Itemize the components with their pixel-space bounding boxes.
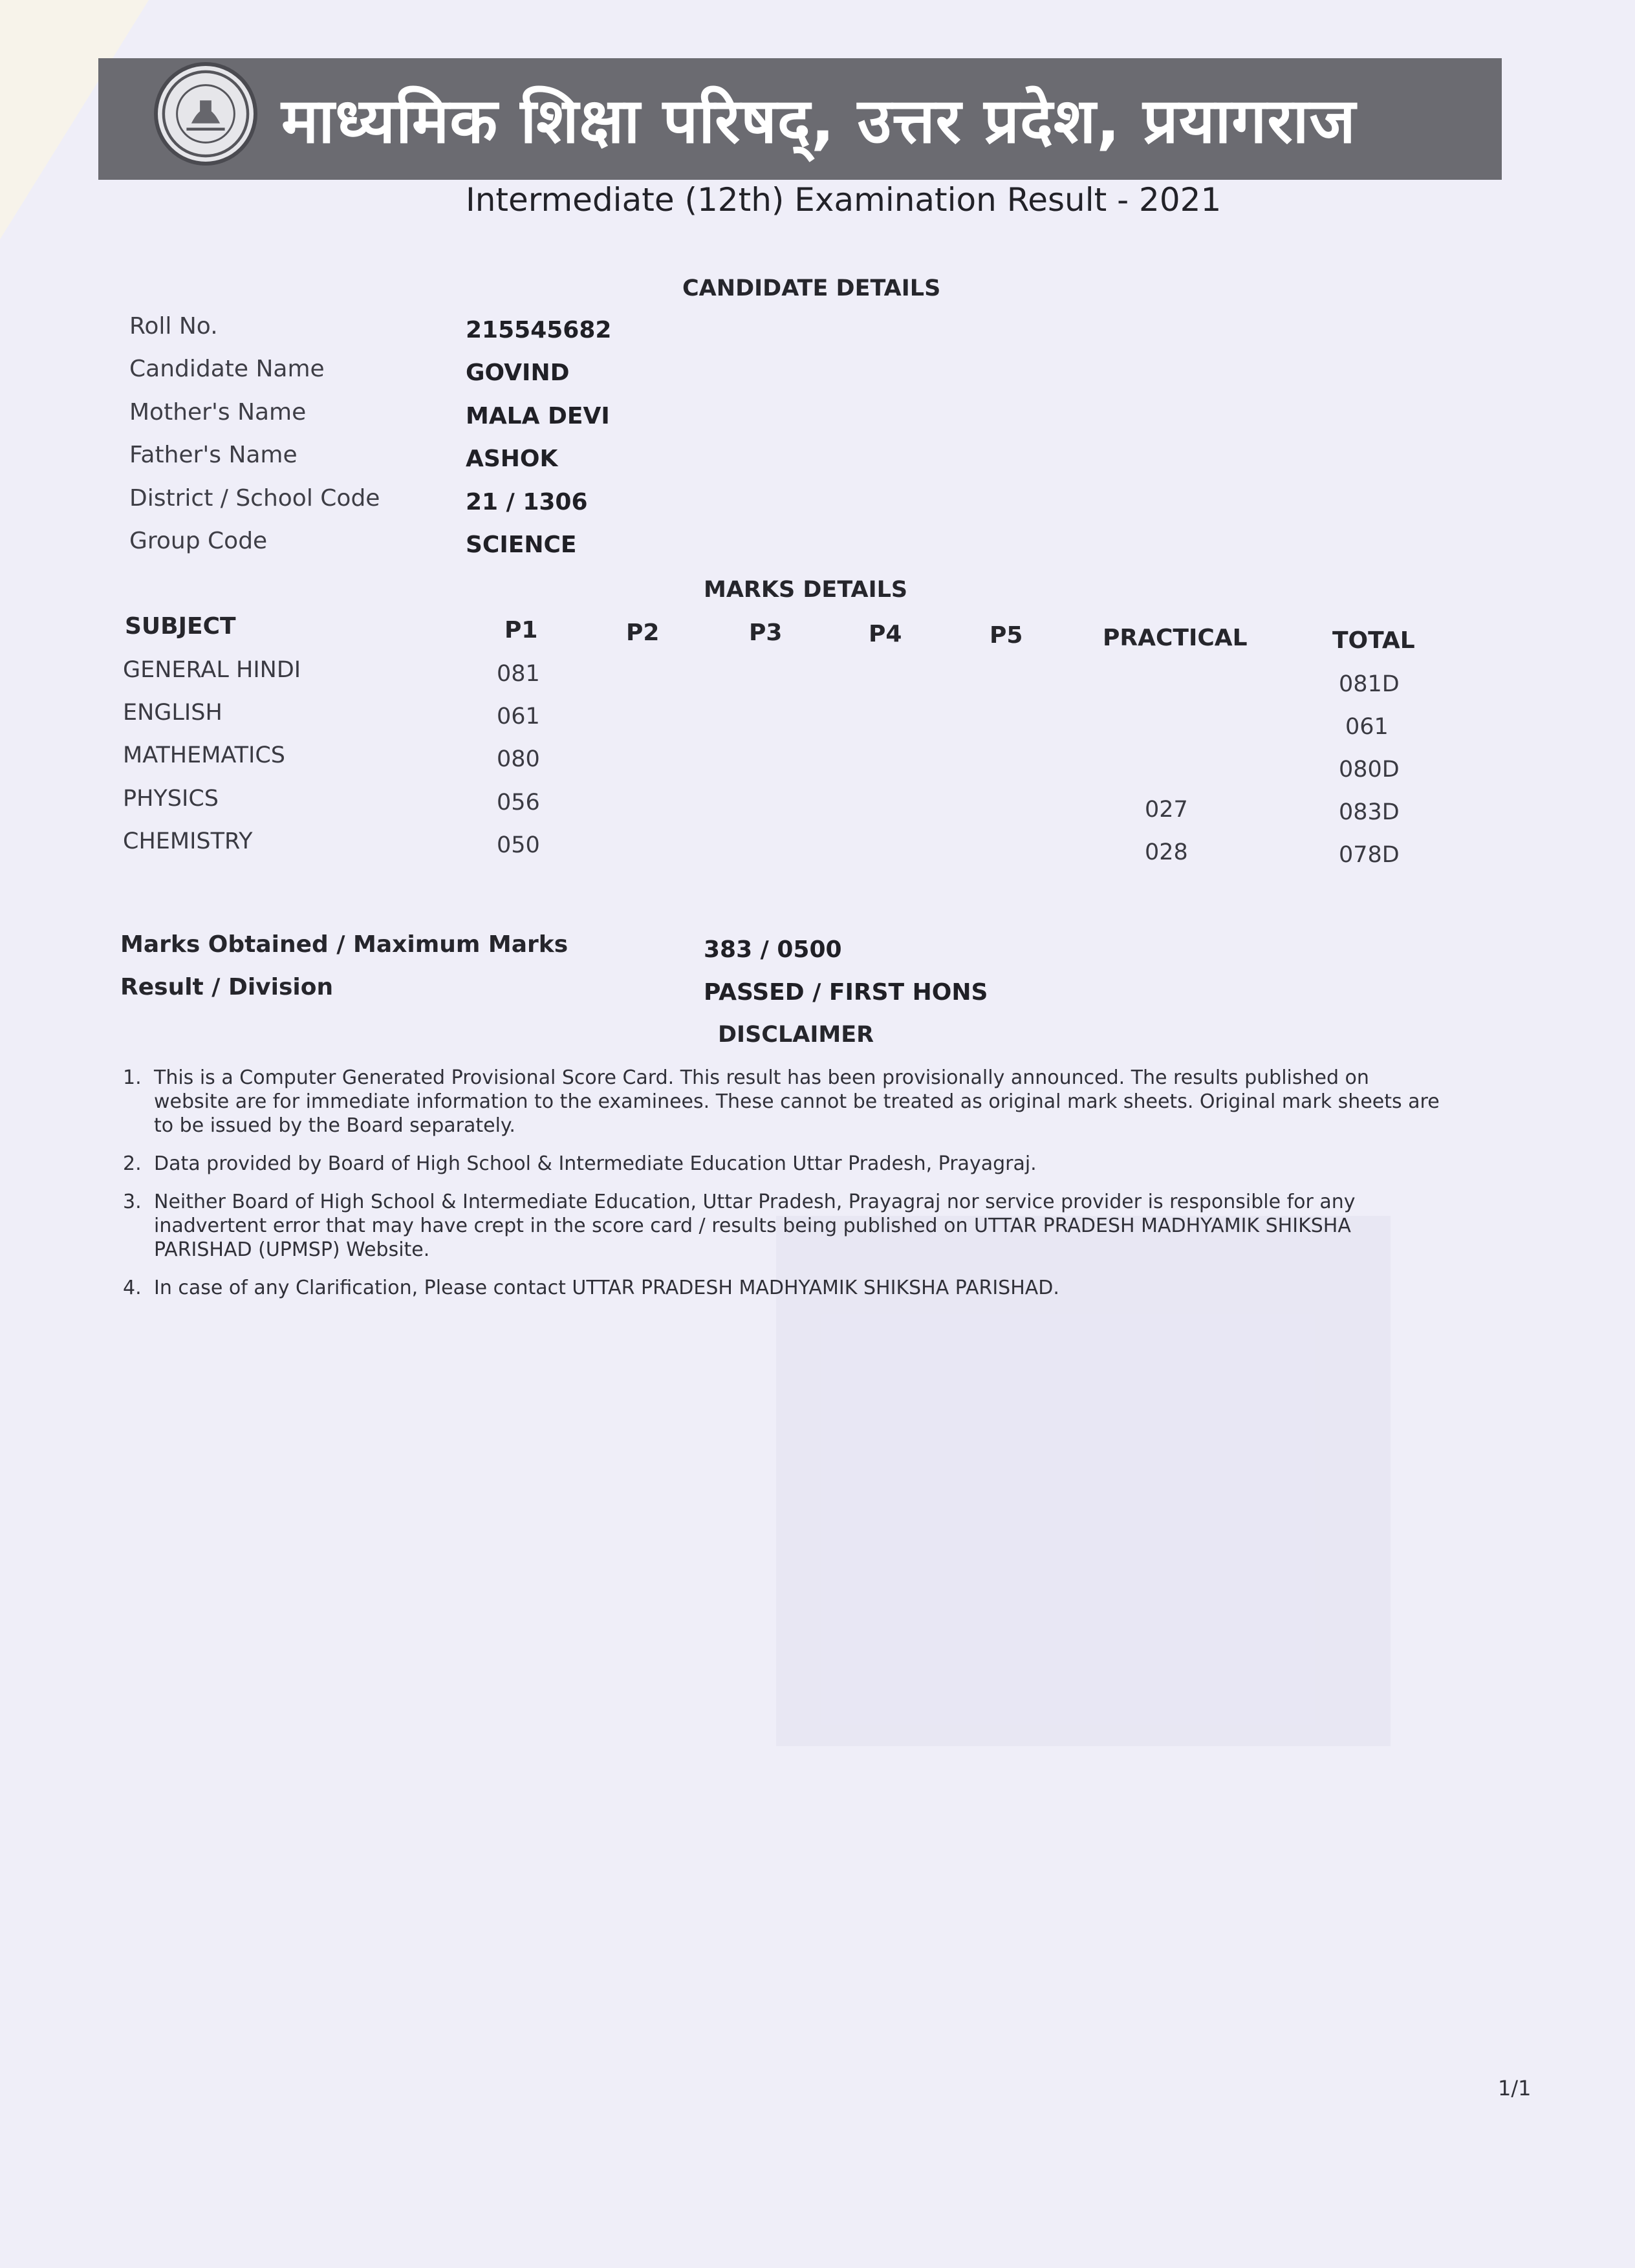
total-cell: 061 (1345, 714, 1389, 740)
father-name-label: Father's Name (129, 442, 298, 468)
result-division-value: PASSED / FIRST HONS (704, 979, 988, 1006)
subject-cell: PHYSICS (123, 786, 219, 812)
marks-details-heading: MARKS DETAILS (704, 577, 908, 603)
list-item (123, 1190, 1449, 1262)
practical-cell: 028 (1145, 839, 1188, 865)
group-code-label: Group Code (129, 528, 268, 554)
p5-header: P5 (990, 622, 1023, 649)
p1-cell: 061 (497, 704, 540, 729)
p1-cell: 050 (497, 832, 540, 858)
page-number: 1/1 (1498, 2076, 1532, 2101)
list-item-number: 1. (123, 1066, 142, 1089)
district-school-code-label: District / School Code (129, 485, 380, 512)
disclaimer-list (123, 1066, 1449, 1314)
total-cell: 081D (1339, 671, 1400, 697)
total-header: TOTAL (1332, 627, 1415, 654)
candidate-name-value: GOVIND (466, 360, 570, 386)
board-emblem-icon (154, 62, 257, 166)
list-item-number: 4. (123, 1277, 142, 1299)
list-item-text: Neither Board of High School & Intermediate Education, Uttar Pradesh, Prayagraj nor service provider is responsible for any inadvertent error that may have crept in the score card / results being published on UTTAR PRADESH MADHYAMIK SHIKSHA PARISHAD (UPMSP) Website. (154, 1191, 1356, 1261)
list-item-text: This is a Computer Generated Provisional Score Card. This result has been provisionally announced. The results published on website are for immediate information to the examinees. These cannot be treated as original mark sheets. Original mark sheets are to be issued by the Board separately. (154, 1066, 1440, 1137)
subject-cell: MATHEMATICS (123, 742, 286, 768)
practical-header: PRACTICAL (1103, 625, 1248, 651)
subject-cell: ENGLISH (123, 700, 222, 726)
result-division-label: Result / Division (120, 974, 334, 1000)
board-name-title: माध्यमिक शिक्षा परिषद्, उत्तर प्रदेश, प्रयागराज (281, 85, 1356, 157)
p1-cell: 080 (497, 746, 540, 772)
list-item-number: 3. (123, 1191, 142, 1213)
subject-cell: GENERAL HINDI (123, 657, 301, 683)
p1-header: P1 (504, 617, 538, 643)
p1-cell: 081 (497, 661, 540, 687)
candidate-details-heading: CANDIDATE DETAILS (682, 275, 941, 301)
total-cell: 078D (1339, 842, 1400, 868)
roll-no-value: 215545682 (466, 317, 612, 343)
mother-name-value: MALA DEVI (466, 403, 610, 429)
group-code-value: SCIENCE (466, 532, 577, 558)
p2-header: P2 (626, 620, 660, 646)
father-name-value: ASHOK (466, 446, 558, 472)
exam-title: Intermediate (12th) Examination Result - 2021 (466, 181, 1222, 219)
list-item (123, 1276, 1449, 1300)
disclaimer-heading: DISCLAIMER (718, 1022, 874, 1048)
total-cell: 080D (1339, 757, 1400, 783)
candidate-name-label: Candidate Name (129, 356, 325, 382)
list-item-text: Data provided by Board of High School & Intermediate Education Uttar Pradesh, Prayagraj. (154, 1152, 1037, 1175)
roll-no-label: Roll No. (129, 313, 218, 340)
marks-obtained-value: 383 / 0500 (704, 936, 842, 963)
mother-name-label: Mother's Name (129, 399, 307, 426)
p4-header: P4 (869, 621, 902, 647)
list-item (123, 1066, 1449, 1138)
subject-cell: CHEMISTRY (123, 828, 253, 854)
list-item-text: In case of any Clarification, Please contact UTTAR PRADESH MADHYAMIK SHIKSHA PARISHAD. (154, 1277, 1059, 1299)
p3-header: P3 (749, 620, 783, 646)
list-item (123, 1152, 1449, 1176)
p1-cell: 056 (497, 790, 540, 815)
subject-header: SUBJECT (125, 613, 236, 640)
district-school-code-value: 21 / 1306 (466, 489, 588, 515)
marks-obtained-label: Marks Obtained / Maximum Marks (120, 931, 568, 958)
total-cell: 083D (1339, 799, 1400, 825)
practical-cell: 027 (1145, 797, 1188, 823)
list-item-number: 2. (123, 1152, 142, 1175)
